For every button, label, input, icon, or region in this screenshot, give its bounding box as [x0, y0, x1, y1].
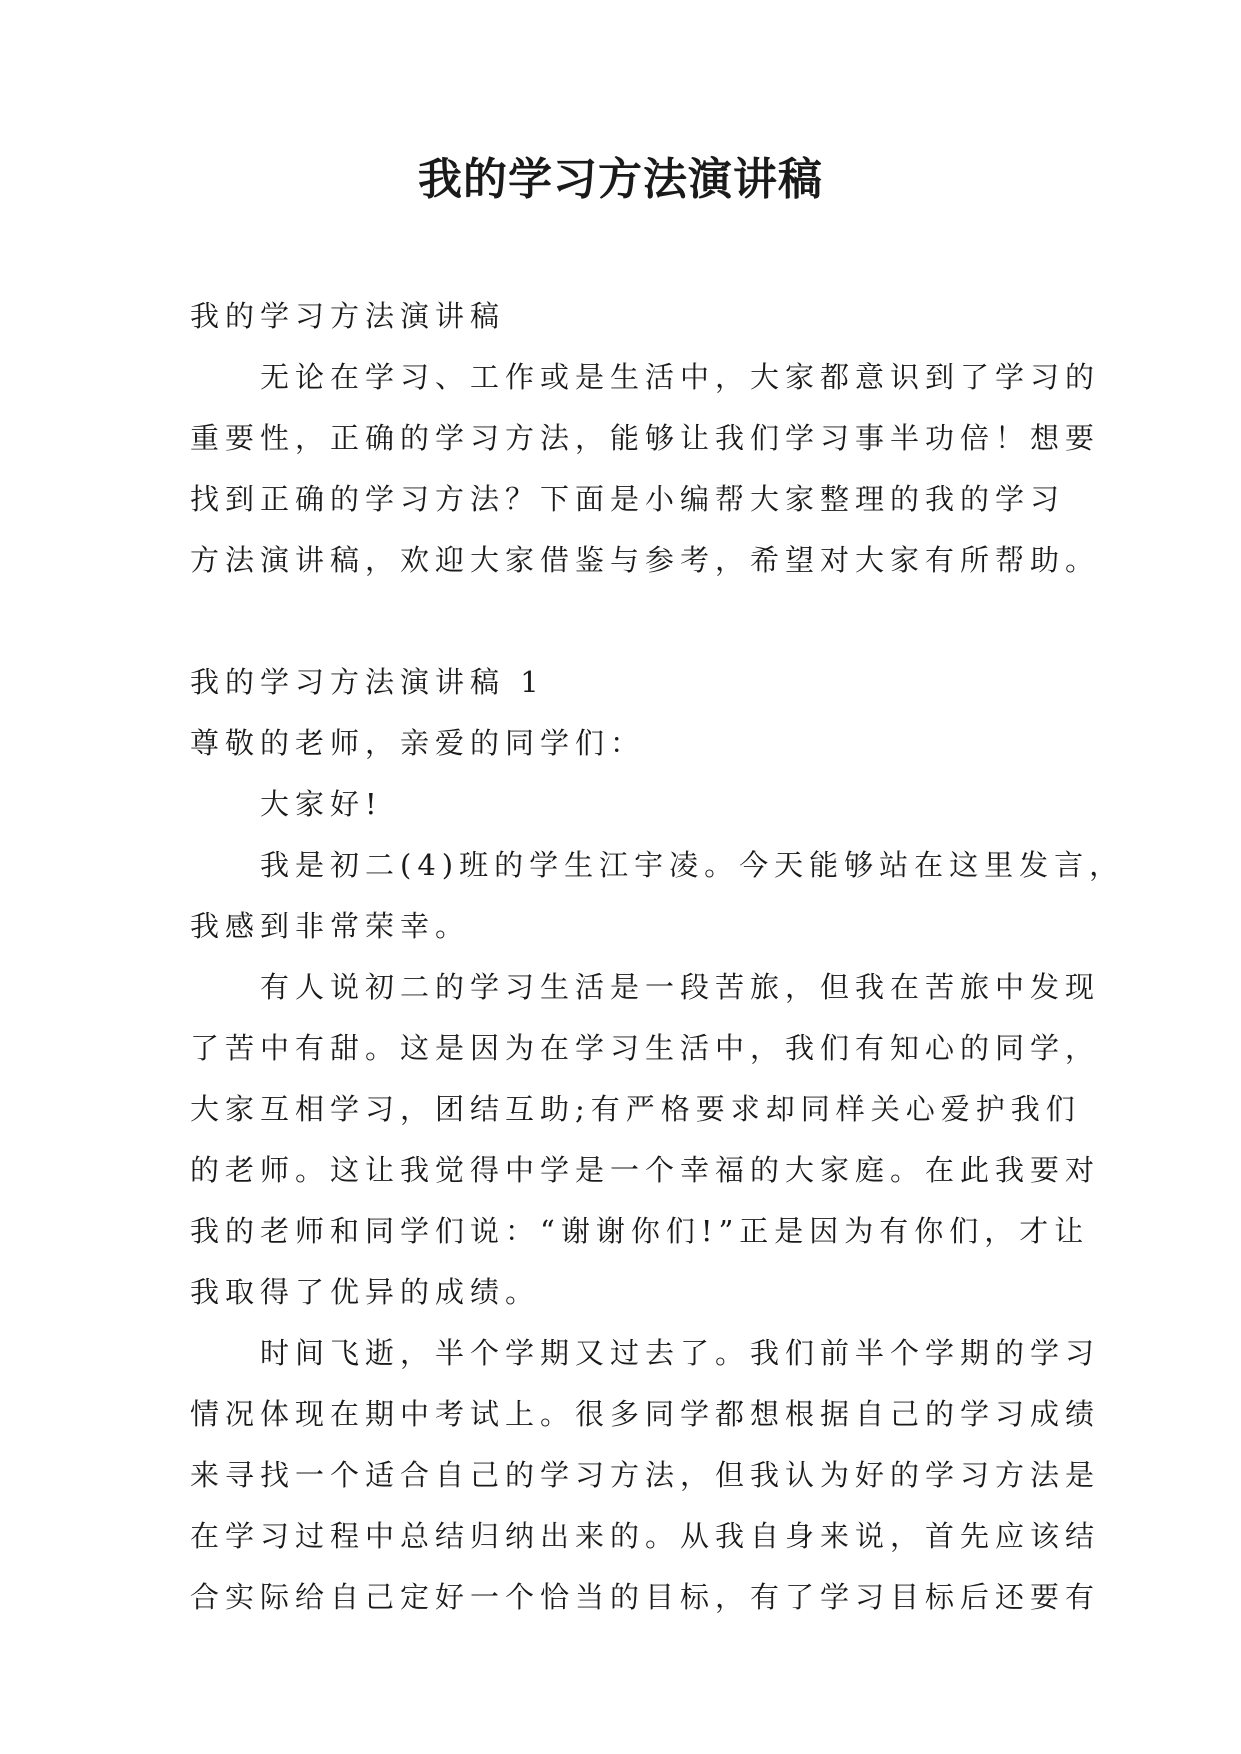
- paragraph-line: 我的老师和同学们说：“谢谢你们!”正是因为有你们，才让: [190, 1214, 1090, 1248]
- paragraph-line: 有人说初二的学习生活是一段苦旅，但我在苦旅中发现: [190, 970, 1101, 1004]
- paragraph-line: 大家互相学习，团结互助;有严格要求却同样关心爱护我们: [190, 1092, 1081, 1126]
- paragraph-line: 我感到非常荣幸。: [190, 909, 471, 943]
- document-body: [190, 286, 1125, 1628]
- paragraph-line: 时间飞逝，半个学期又过去了。我们前半个学期的学习: [190, 1336, 1101, 1370]
- paragraph-line: 重要性，正确的学习方法，能够让我们学习事半功倍！想要: [190, 421, 1101, 455]
- paragraph-line: 在学习过程中总结归纳出来的。从我自身来说，首先应该结: [190, 1519, 1101, 1553]
- paragraph-line: 的老师。这让我觉得中学是一个幸福的大家庭。在此我要对: [190, 1153, 1101, 1187]
- paragraph-line: 来寻找一个适合自己的学习方法，但我认为好的学习方法是: [190, 1458, 1101, 1492]
- blank-line: [190, 591, 1070, 652]
- paragraph-line: 情况体现在期中考试上。很多同学都想根据自己的学习成绩: [190, 1397, 1101, 1431]
- section-heading: 我的学习方法演讲稿: [190, 299, 506, 333]
- section-heading: 我的学习方法演讲稿 1: [190, 665, 545, 699]
- paragraph-line: 了苦中有甜。这是因为在学习生活中，我们有知心的同学，: [190, 1031, 1101, 1065]
- document-title: 我的学习方法演讲稿: [418, 154, 823, 205]
- paragraph-line: 无论在学习、工作或是生活中，大家都意识到了学习的: [190, 360, 1101, 394]
- greeting-line: 大家好!: [190, 787, 383, 821]
- paragraph-line: 我取得了优异的成绩。: [190, 1275, 541, 1309]
- salutation-line: 尊敬的老师，亲爱的同学们：: [190, 726, 646, 760]
- paragraph-line: 我是初二(4)班的学生江宇凌。今天能够站在这里发言，: [190, 848, 1125, 882]
- paragraph-line: 找到正确的学习方法？下面是小编帮大家整理的我的学习: [190, 482, 1066, 516]
- paragraph-line: 方法演讲稿，欢迎大家借鉴与参考，希望对大家有所帮助。: [190, 543, 1101, 577]
- paragraph-line: 合实际给自己定好一个恰当的目标，有了学习目标后还要有: [190, 1580, 1101, 1614]
